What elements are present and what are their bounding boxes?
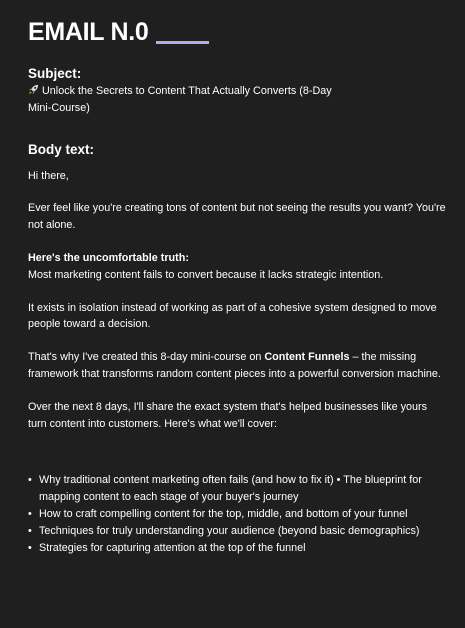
subject-heading: Subject: — [28, 66, 82, 81]
subject-line-2: Mini-Course) — [28, 101, 90, 114]
list-item: • Strategies for capturing attention at the top of the funnel — [28, 540, 448, 557]
list-item: • Techniques for truly understanding your audience (beyond basic demographics) — [28, 523, 448, 540]
title-row — [28, 12, 448, 48]
topics-list — [28, 472, 448, 556]
subject-line-1: Unlock the Secrets to Content That Actually Converts (8-Day — [42, 85, 332, 97]
truth-text: Most marketing content fails to convert because it lacks strategic intention. — [28, 268, 384, 281]
paragraph-isolation: It exists in isolation instead of working as part of a cohesive system designed to move people toward a decision. — [28, 301, 437, 331]
rocket-icon — [28, 83, 42, 100]
paragraph-intro: Ever feel like you're creating tons of content but not seeing the results you want? You're not alone. — [28, 202, 446, 232]
paragraph-course — [28, 349, 448, 383]
truth-heading: Here's the uncomfortable truth: — [28, 251, 189, 264]
subject-line — [28, 83, 448, 117]
course-text-pre: That's why I've created this 8-day mini-course on — [28, 351, 265, 364]
paragraph-truth — [28, 250, 448, 284]
list-item: • How to craft compelling content for the top, middle, and bottom of your funnel — [28, 506, 448, 523]
email-document — [28, 12, 448, 556]
content-funnels-bold: Content Funnels — [264, 351, 350, 364]
body-heading: Body text: — [28, 141, 95, 157]
greeting: Hi there, — [28, 169, 69, 182]
paragraph-overview: Over the next 8 days, I'll share the exact system that's helped businesses like yours turn content into customers. Here's what we'll cover: — [28, 400, 428, 430]
page-title: EMAIL N.0 — [28, 18, 149, 46]
title-underline — [156, 41, 209, 44]
course-text-post: – the missing framework that transforms random content pieces into a powerful conversion machine. — [28, 351, 441, 380]
list-item: • Why traditional content marketing often fails (and how to fix it) • The blueprint for mapping content to each stage of your buyer's journey — [28, 472, 448, 506]
